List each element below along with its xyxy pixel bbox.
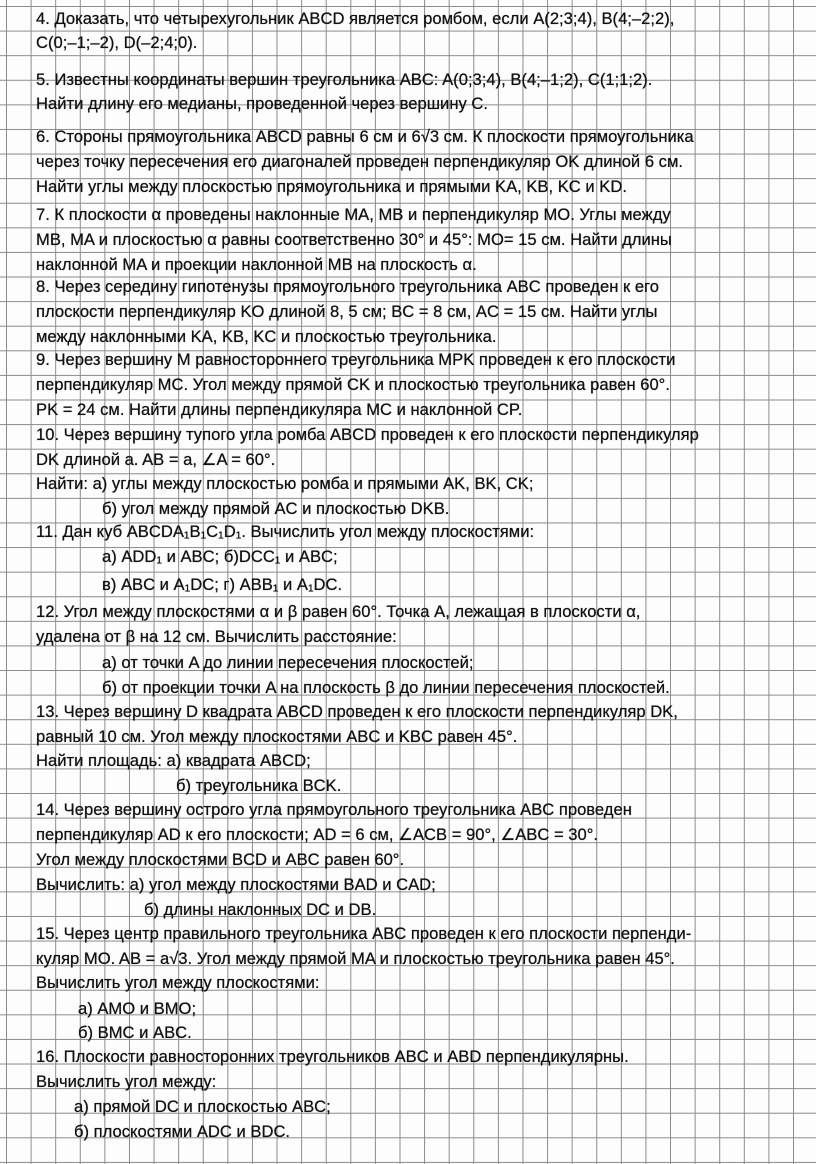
problem-14-line-3: Угол между плоскостями BCD и ABC равен 60°. — [36, 850, 405, 869]
problem-16-line-4: б) плоскостями ADC и BDC. — [74, 1122, 291, 1141]
problem-6-line-3: Найти углы между плоскостью прямоугольника и прямыми KA, KB, KC и KD. — [36, 177, 627, 196]
problem-13-line-2: равный 10 см. Угол между плоскостями ABC и KBC равен 45°. — [36, 727, 518, 746]
problem-14-line-1: 14. Через вершину острого угла прямоугольного треугольника ABC проведен — [36, 800, 632, 819]
problem-sheet — [26, 3, 812, 1163]
problem-12-line-2: удалена от β на 12 см. Вычислить расстояние: — [36, 627, 397, 646]
problem-4-line-2: C(0;–1;–2), D(–2;4;0). — [36, 33, 198, 52]
problem-14-line-4: Вычислить: а) угол между плоскостями BAD и CAD; — [36, 875, 436, 894]
problem-10-line-1: 10. Через вершину тупого угла ромба ABCD проведен к его плоскости перпендикуляр — [36, 425, 699, 444]
problem-8-line-1: 8. Через середину гипотенузы прямоугольного треугольника ABC проведен к его — [36, 277, 659, 296]
problem-7-line-1: 7. К плоскости α проведены наклонные MA, MB и перпендикуляр MO. Углы между — [36, 205, 671, 224]
problem-13-line-4: б) треугольника BCK. — [176, 776, 342, 795]
problem-10-line-4: б) угол между прямой AC и плоскостью DKB. — [102, 499, 450, 518]
problem-15-line-2: куляр MO. AB = a√3. Угол между прямой MA и плоскостью треугольника равен 45°. — [36, 949, 675, 968]
problem-10-line-2: DK длиной a. AB = a, ∠A = 60°. — [36, 450, 276, 469]
problem-15-line-4: а) AMO и BMO; — [78, 999, 197, 1018]
problem-16-line-1: 16. Плоскости равносторонних треугольников ABC и ABD перпендикулярны. — [36, 1047, 629, 1066]
problem-16-line-3: а) прямой DC и плоскостью ABC; — [74, 1097, 331, 1116]
problem-15-line-1: 15. Через центр правильного треугольника ABC проведен к его плоскости перпенди- — [36, 924, 692, 943]
problem-12-line-4: б) от проекции точки A на плоскость β до линии пересечения плоскостей. — [102, 678, 670, 697]
problem-16-line-2: Вычислить угол между: — [36, 1072, 217, 1091]
problem-8-line-3: между наклонными KA, KB, KC и плоскостью треугольника. — [36, 327, 497, 346]
problem-10-line-3: Найти: а) углы между плоскостью ромба и прямыми AK, BK, CK; — [36, 474, 534, 493]
problem-9-line-1: 9. Через вершину M равностороннего треугольника MPK проведен к его плоскости — [36, 350, 676, 369]
problem-11-line-1: 11. Дан куб ABCDA₁B₁C₁D₁. Вычислить угол между плоскостями: — [36, 522, 535, 541]
problem-14-line-2: перпендикуляр AD к его плоскости; AD = 6 см, ∠ACB = 90°, ∠ABC = 30°. — [36, 825, 598, 844]
problem-6-line-1: 6. Стороны прямоугольника ABCD равны 6 см и 6√3 см. К плоскости прямоугольника — [36, 127, 694, 146]
problem-15-line-3: Вычислить угол между плоскостями: — [36, 973, 320, 992]
problem-5-line-2: Найти длину его медианы, проведенной через вершину C. — [36, 94, 488, 113]
problem-4-line-1: 4. Доказать, что четырехугольник ABCD является ромбом, если A(2;3;4), B(4;–2;2), — [36, 9, 675, 28]
problem-13-line-1: 13. Через вершину D квадрата ABCD проведен к его плоскости перпендикуляр DK, — [36, 702, 678, 721]
problem-5-line-1: 5. Известны координаты вершин треугольника ABC: A(0;3;4), B(4;–1;2), C(1;1;2). — [36, 70, 653, 89]
problem-11-line-2: а) ADD₁ и ABC; б)DCC₁ и ABC; — [102, 547, 338, 566]
problem-11-line-3: в) ABC и A₁DC; г) ABB₁ и A₁DC. — [102, 575, 343, 594]
problem-12-line-3: а) от точки A до линии пересечения плоскостей; — [102, 653, 474, 672]
problem-7-line-3: наклонной MA и проекции наклонной MB на плоскость α. — [36, 255, 477, 274]
problem-15-line-5: б) BMC и ABC. — [78, 1023, 192, 1042]
problem-9-line-3: PK = 24 см. Найти длины перпендикуляра MC и наклонной CP. — [36, 400, 523, 419]
problem-14-line-5: б) длины наклонных DC и DB. — [144, 900, 377, 919]
problem-7-line-2: MB, MA и плоскостью α равны соответственно 30° и 45°: MO= 15 см. Найти длины — [36, 230, 672, 249]
problem-9-line-2: перпендикуляр MC. Угол между прямой CK и плоскостью треугольника равен 60°. — [36, 375, 670, 394]
problem-8-line-2: плоскости перпендикуляр KO длиной 8, 5 см; BC = 8 см, AC = 15 см. Найти углы — [36, 302, 658, 321]
problem-12-line-1: 12. Угол между плоскостями α и β равен 60°. Точка A, лежащая в плоскости α, — [36, 602, 641, 621]
problem-13-line-3: Найти площадь: а) квадрата ABCD; — [36, 751, 311, 770]
problem-6-line-2: через точку пересечения его диагоналей проведен перпендикуляр OK длиной 6 см. — [36, 152, 683, 171]
